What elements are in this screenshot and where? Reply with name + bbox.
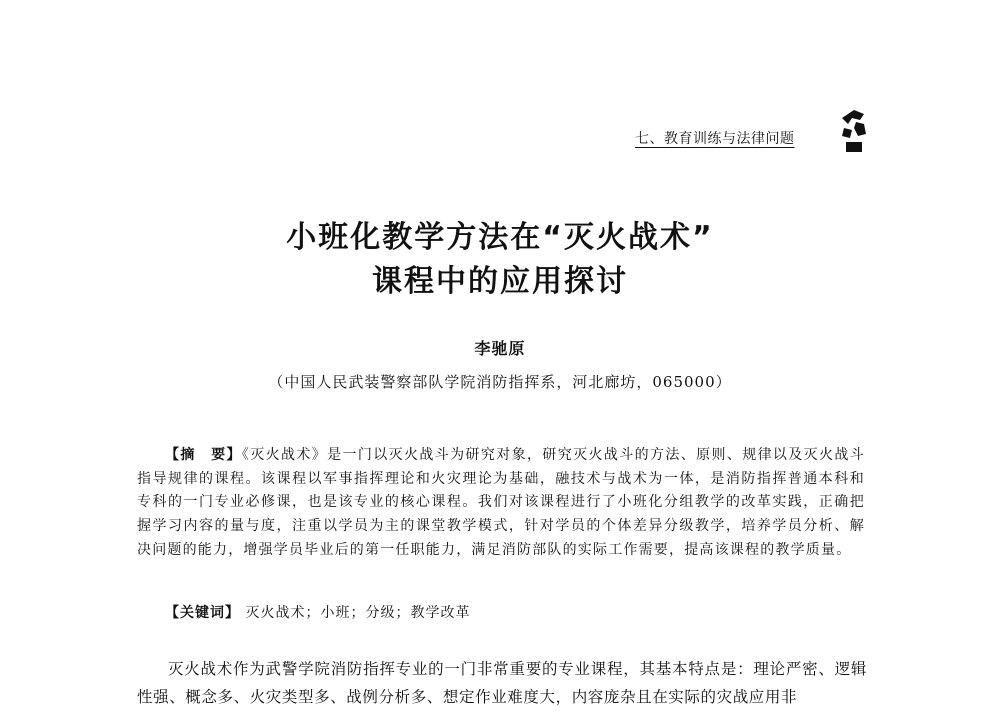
abstract-text: 《灭火战术》是一门以灭火战斗为研究对象，研究灭火战斗的方法、原则、规律以及灭火战斗指导规律的课程。该课程以军事指挥理论和火灾理论为基础，融技术与战术为一体，是消防指挥普通本科和专科的一门专业必修课，也是该专业的核心课程。我们对该课程进行了小班化分组教学的改革实践，正确把握学习内容的量与度，注重以学员为主的课堂教学模式，针对学员的个体差异分级教学，培养学员分析、解决问题的能力，增强学员毕业后的第一任职能力，满足消防部队的实际工作需要，提高该课程的教学质量。 [137, 447, 866, 558]
paper-title-line-2: 课程中的应用探讨 [372, 264, 628, 299]
paper-title-line-1: 小班化教学方法在“灭火战术” [286, 220, 714, 255]
keywords-label: 【关键词】 [165, 605, 240, 621]
abstract-paragraph [137, 444, 865, 563]
keywords [165, 602, 470, 622]
keywords-text: 灭火战术；小班；分级；教学改革 [245, 605, 471, 621]
section-logo-icon [838, 108, 868, 154]
author-name: 李驰原 [474, 339, 526, 358]
abstract [137, 444, 865, 563]
author-affiliation: （中国人民武装警察部队学院消防指挥系，河北廊坊，065000） [268, 373, 732, 391]
abstract-label: 【摘 要】 [165, 447, 242, 463]
body-paragraph: 灭火战术作为武警学院消防指挥专业的一门非常重要的专业课程，其基本特点是：理论严密、逻辑性强、概念多、火灾类型多、战例分析多、想定作业难度大，内容庞杂且在实际的灾战应用非 [137, 660, 867, 706]
running-header: 七、教育训练与法律问题 [635, 131, 795, 147]
